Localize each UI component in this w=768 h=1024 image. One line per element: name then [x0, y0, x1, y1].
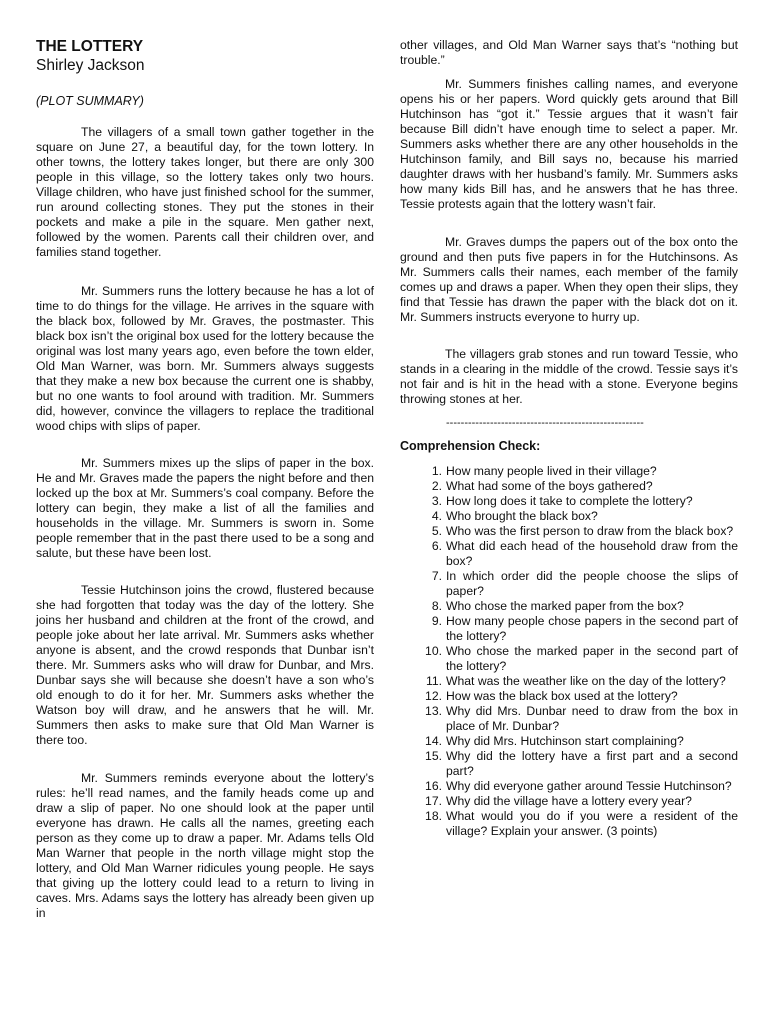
question-text: What had some of the boys gathered? [446, 479, 653, 493]
question-text: Why did Mrs. Hutchinson start complaining? [446, 734, 684, 748]
question-number: 2. [431, 479, 442, 493]
comprehension-heading: Comprehension Check: [400, 439, 541, 453]
question-item [400, 524, 738, 539]
question-item [400, 494, 738, 509]
question-number: 6. [431, 539, 442, 553]
question-list [400, 464, 738, 839]
question-number: 16. [425, 779, 442, 793]
paragraph: Tessie Hutchinson joins the crowd, flustered because she had forgotten that today was the day of the lottery. She joins her husband and children at the front of the crowd, and people joke about her late arrival. Mr. Summers asks whether anyone is absent, and the crowd responds that Dunbar isn’t there. Mr. Summers asks who will draw for Dunbar, and Mrs. Dunbar says she will because she doesn’t have a son who’s old enough to do it for her. Mr. Summers asks whether the Watson boy will draw, and he answers that he will. Mr. Summers then asks to make sure that Old Man Warner is there too. [36, 583, 374, 747]
question-item [400, 464, 738, 479]
question-item [400, 509, 738, 524]
document-subtitle: (PLOT SUMMARY) [36, 94, 144, 108]
question-text: In which order did the people choose the slips of paper? [446, 569, 738, 598]
question-text: How long does it take to complete the lottery? [446, 494, 693, 508]
question-text: Why did the lottery have a first part and a second part? [446, 749, 738, 778]
question-number: 3. [431, 494, 442, 508]
question-text: How was the black box used at the lottery? [446, 689, 678, 703]
paragraph-continued: other villages, and Old Man Warner says that’s “nothing but trouble.” [400, 38, 738, 67]
question-text: What was the weather like on the day of the lottery? [446, 674, 726, 688]
document-title: THE LOTTERY [36, 38, 144, 55]
question-item [400, 539, 738, 569]
question-number: 18. [425, 809, 442, 823]
paragraph: Mr. Summers finishes calling names, and everyone opens his or her papers. Word quickly gets around that Bill Hutchinson has “got it.” Tessie argues that it wasn’t fair because Bill didn’t have enough time to select a paper. Mr. Summers asks whether there are any other households in the Hutchinson family, and Bill says no, because his married daughter draws with her husband’s family. Mr. Summers asks how many kids Bill has, and he answers that he has three. Tessie protests again that the lottery wasn’t fair. [400, 77, 738, 211]
question-text: Why did everyone gather around Tessie Hutchinson? [446, 779, 732, 793]
question-number: 5. [431, 524, 442, 538]
question-text: How many people lived in their village? [446, 464, 657, 478]
question-number: 12. [425, 689, 442, 703]
question-number: 13. [425, 704, 442, 718]
document-author: Shirley Jackson [36, 57, 145, 74]
paragraph: Mr. Summers reminds everyone about the lottery’s rules: he’ll read names, and the family heads come up and draw a slip of paper. No one should look at the paper until everyone has drawn. He calls all the names, greeting each person as they come up to draw a paper. Mr. Adams tells Old Man Warner that people in the north village might stop the lottery, and Old Man Warner ridicules young people. He says that giving up the lottery could lead to a return to living in caves. Mrs. Adams says the lottery has already been given up in [36, 771, 374, 920]
question-text: Who chose the marked paper from the box? [446, 599, 684, 613]
question-item [400, 644, 738, 674]
question-item [400, 749, 738, 779]
paragraph: The villagers of a small town gather together in the square on June 27, a beautiful day, for the town lottery. In other towns, the lottery takes longer, but there are only 300 people in this village, so the lottery takes only two hours. Village children, who have just finished school for the summer, run around collecting stones. They put the stones in their pockets and make a pile in the square. Men gather next, followed by the women. Parents call their children over, and families stand together. [36, 125, 374, 259]
question-number: 10. [425, 644, 442, 658]
question-item [400, 689, 738, 704]
question-text: Why did the village have a lottery every year? [446, 794, 692, 808]
paragraph: Mr. Summers mixes up the slips of paper in the box. He and Mr. Graves made the papers the night before and then locked up the box at Mr. Summers’s coal company. Before the lottery can begin, they make a list of all the families and households in the village. Mr. Summers is sworn in. Some people remember that in the past there used to be a song and salute, but these have been lost. [36, 456, 374, 560]
question-number: 15. [425, 749, 442, 763]
question-text: How many people chose papers in the second part of the lottery? [446, 614, 738, 643]
question-item [400, 809, 738, 839]
question-item [400, 569, 738, 599]
question-item [400, 614, 738, 644]
question-number: 4. [431, 509, 442, 523]
question-text: Who brought the black box? [446, 509, 598, 523]
question-item [400, 674, 738, 689]
paragraph: Mr. Graves dumps the papers out of the box onto the ground and then puts five papers in for the Hutchinsons. As Mr. Summers calls their names, each member of the family comes up and draws a paper. When they open their slips, they find that Tessie has drawn the paper with the black dot on it. Mr. Summers instructs everyone to hurry up. [400, 235, 738, 324]
section-divider: ------------------------------------------------------ [446, 417, 644, 429]
question-item [400, 479, 738, 494]
question-item [400, 779, 738, 794]
question-text: What would you do if you were a resident of the village? Explain your answer. (3 points) [446, 809, 738, 838]
question-number: 17. [425, 794, 442, 808]
paragraph: Mr. Summers runs the lottery because he has a lot of time to do things for the village. He arrives in the square with the black box, followed by Mr. Graves, the postmaster. This black box isn’t the original box used for the lottery because the original was lost many years ago, even before the town elder, Old Man Warner, was born. Mr. Summers always suggests that they make a new box because the current one is shabby, but no one wants to fool around with tradition. Mr. Summers did, however, convince the villagers to replace the traditional wood chips with slips of paper. [36, 284, 374, 433]
question-item [400, 599, 738, 614]
question-item [400, 734, 738, 749]
question-text: What did each head of the household draw from the box? [446, 539, 738, 568]
question-number: 9. [431, 614, 442, 628]
question-number: 8. [431, 599, 442, 613]
question-text: Who chose the marked paper in the second part of the lottery? [446, 644, 738, 673]
question-number: 11. [425, 674, 442, 688]
question-text: Why did Mrs. Dunbar need to draw from the box in place of Mr. Dunbar? [446, 704, 738, 733]
question-item [400, 704, 738, 734]
question-number: 14. [425, 734, 442, 748]
question-item [400, 794, 738, 809]
paragraph: The villagers grab stones and run toward Tessie, who stands in a clearing in the middle of the crowd. Tessie says it’s not fair and is hit in the head with a stone. Everyone begins throwing stones at her. [400, 347, 738, 406]
question-text: Who was the first person to draw from the black box? [446, 524, 734, 538]
question-number: 7. [431, 569, 442, 583]
question-number: 1. [431, 464, 442, 478]
